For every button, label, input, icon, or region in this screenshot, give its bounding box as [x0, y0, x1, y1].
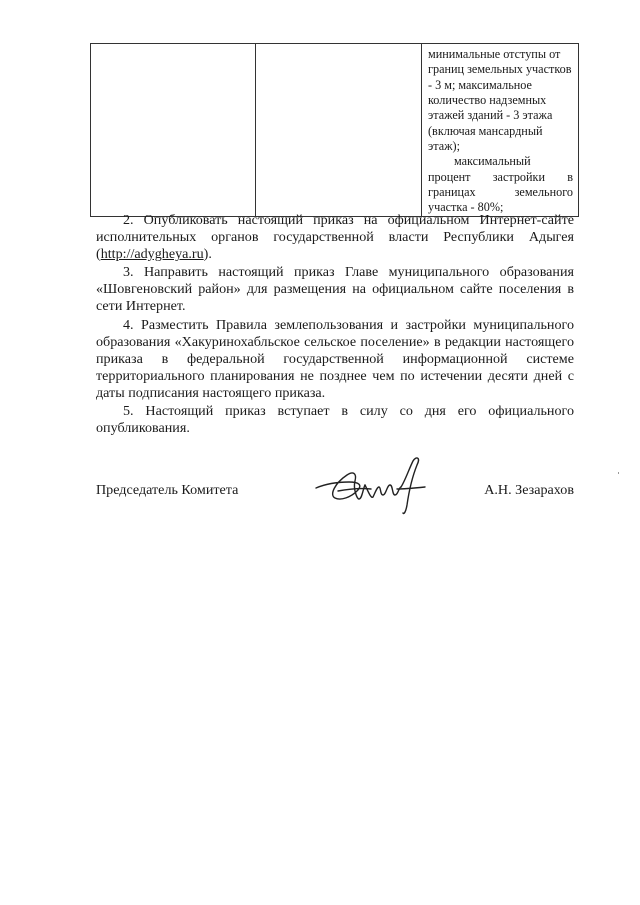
handwritten-signature-icon	[313, 455, 431, 517]
cell-line: участка - 80%;	[428, 200, 504, 215]
cell-line: этаж);	[428, 139, 460, 154]
order-body	[96, 212, 574, 438]
paragraph-2-end: ).	[203, 246, 212, 263]
table-cell-3	[422, 44, 579, 217]
signatory-name: А.Н. Зезарахов	[484, 482, 574, 498]
table-row	[91, 44, 579, 217]
cell-line: процент застройки в	[428, 169, 573, 184]
cell-line: границ земельных участков	[428, 62, 572, 77]
website-link[interactable]: http://adygheya.ru	[100, 246, 204, 263]
paragraph-5: 5. Настоящий приказ вступает в силу со дня его официального опубликования.	[96, 403, 574, 437]
paragraph-4: 4. Разместить Правила землепользования и застройки муниципального образования «Хакуринохабльское сельское поселение» в редакции настоящего приказа в федеральной государственной информационной системе территориального планирования не позднее чем по истечении десяти дней с даты подписания настоящего приказа.	[96, 316, 574, 401]
cell-line: границах земельного	[428, 185, 573, 200]
cell-line: (включая мансардный	[428, 123, 543, 138]
table-cell-1	[91, 44, 256, 217]
cell-line: минимальные отступы от	[428, 47, 561, 61]
scan-speck	[618, 472, 619, 474]
cell-line: этажей зданий - 3 этажа	[428, 108, 553, 123]
paragraph-2	[96, 212, 574, 263]
cell-line: количество надземных	[428, 93, 547, 108]
paragraph-3: 3. Направить настоящий приказ Главе муниципального образования «Шовгеновский район» для размещения на официальном сайте поселения в сети Интернет.	[96, 264, 574, 315]
regulations-table	[90, 43, 579, 217]
table-cell-2	[256, 44, 422, 217]
cell-line: максимальный	[454, 154, 531, 169]
paragraph-2-text: 2. Опубликовать настоящий приказ на официальном Интернет-сайте исполнительных органов государственной власти Республики Адыгея (	[96, 212, 574, 263]
cell-line: - 3 м; максимальное	[428, 77, 532, 92]
cell-3-content	[422, 44, 578, 216]
signatory-position: Председатель Комитета	[96, 482, 239, 498]
